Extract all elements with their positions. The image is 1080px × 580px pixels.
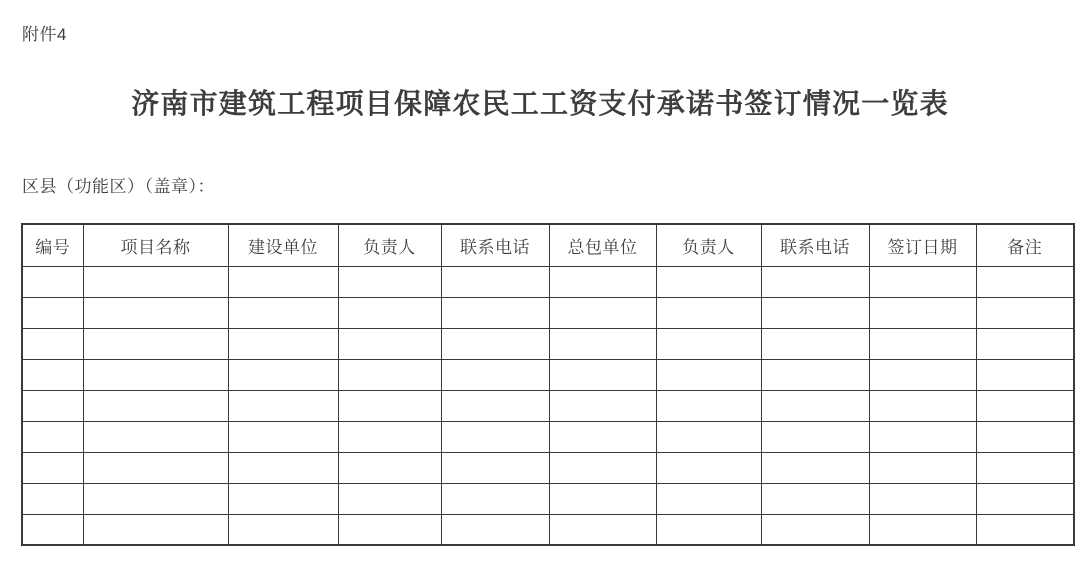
- table-cell: [549, 297, 656, 328]
- table-cell: [83, 483, 228, 514]
- table-cell: [976, 359, 1074, 390]
- table-cell: [22, 266, 83, 297]
- table-cell: [869, 514, 976, 545]
- table-cell: [83, 359, 228, 390]
- table-cell: [976, 328, 1074, 359]
- table-cell: [441, 421, 549, 452]
- table-cell: [869, 328, 976, 359]
- table-cell: [656, 421, 761, 452]
- table-cell: [656, 266, 761, 297]
- table-cell: [656, 328, 761, 359]
- table-head: [22, 224, 1074, 266]
- table-cell: [22, 390, 83, 421]
- table-header-cell: 总包单位: [549, 224, 656, 266]
- table-cell: [22, 297, 83, 328]
- table-cell: [441, 297, 549, 328]
- table-cell: [976, 483, 1074, 514]
- table-cell: [656, 514, 761, 545]
- table-cell: [761, 328, 869, 359]
- table-cell: [338, 483, 441, 514]
- table-cell: [976, 514, 1074, 545]
- table-cell: [869, 390, 976, 421]
- table-cell: [338, 452, 441, 483]
- table-header-cell: 编号: [22, 224, 83, 266]
- table-cell: [869, 297, 976, 328]
- table-cell: [228, 266, 338, 297]
- table-cell: [549, 359, 656, 390]
- table-header-cell: 建设单位: [228, 224, 338, 266]
- table-header-cell: 联系电话: [761, 224, 869, 266]
- table-cell: [549, 390, 656, 421]
- table-cell: [228, 483, 338, 514]
- table-cell: [22, 359, 83, 390]
- table-cell: [22, 514, 83, 545]
- table-cell: [83, 514, 228, 545]
- table-cell: [976, 452, 1074, 483]
- table-cell: [338, 266, 441, 297]
- table-cell: [761, 266, 869, 297]
- table-row: [22, 390, 1074, 421]
- table-header-cell: 项目名称: [83, 224, 228, 266]
- table-header-cell: 联系电话: [441, 224, 549, 266]
- table-cell: [976, 297, 1074, 328]
- table-cell: [441, 452, 549, 483]
- table-header-row: [22, 224, 1074, 266]
- table-cell: [441, 359, 549, 390]
- table-cell: [22, 452, 83, 483]
- table-body: [22, 266, 1074, 545]
- table-cell: [228, 452, 338, 483]
- table-row: [22, 421, 1074, 452]
- table-cell: [83, 390, 228, 421]
- table-row: [22, 483, 1074, 514]
- table-cell: [976, 266, 1074, 297]
- table-cell: [338, 328, 441, 359]
- table-cell: [338, 359, 441, 390]
- table-cell: [549, 483, 656, 514]
- table-cell: [228, 297, 338, 328]
- table-cell: [761, 390, 869, 421]
- table-cell: [761, 452, 869, 483]
- table-cell: [228, 421, 338, 452]
- table-header-cell: 备注: [976, 224, 1074, 266]
- table-cell: [976, 421, 1074, 452]
- table-cell: [761, 359, 869, 390]
- table-cell: [869, 266, 976, 297]
- table-cell: [228, 328, 338, 359]
- table-cell: [656, 359, 761, 390]
- table-cell: [869, 452, 976, 483]
- table-cell: [869, 421, 976, 452]
- table-cell: [22, 483, 83, 514]
- table-cell: [228, 390, 338, 421]
- table-cell: [761, 421, 869, 452]
- table-cell: [228, 359, 338, 390]
- table-cell: [656, 483, 761, 514]
- table-cell: [656, 297, 761, 328]
- attachment-label: 附件4: [22, 25, 67, 44]
- table-row: [22, 359, 1074, 390]
- table-cell: [441, 483, 549, 514]
- table-cell: [869, 359, 976, 390]
- table-cell: [228, 514, 338, 545]
- table-row: [22, 297, 1074, 328]
- table-cell: [83, 266, 228, 297]
- table-cell: [549, 266, 656, 297]
- table-cell: [83, 297, 228, 328]
- table-cell: [869, 483, 976, 514]
- table-header-cell: 负责人: [656, 224, 761, 266]
- table-cell: [83, 452, 228, 483]
- page-title: 济南市建筑工程项目保障农民工工资支付承诺书签订情况一览表: [131, 88, 949, 119]
- table-cell: [549, 514, 656, 545]
- table-row: [22, 328, 1074, 359]
- table-cell: [83, 328, 228, 359]
- commitment-signing-table: [21, 223, 1075, 546]
- table-cell: [441, 266, 549, 297]
- table-cell: [441, 328, 549, 359]
- table-header-cell: 签订日期: [869, 224, 976, 266]
- table-cell: [338, 297, 441, 328]
- table-cell: [656, 390, 761, 421]
- table-cell: [761, 514, 869, 545]
- table-cell: [441, 390, 549, 421]
- table-row: [22, 266, 1074, 297]
- table-cell: [83, 421, 228, 452]
- table-header-cell: 负责人: [338, 224, 441, 266]
- table-cell: [338, 421, 441, 452]
- table-cell: [338, 514, 441, 545]
- table-cell: [441, 514, 549, 545]
- table-cell: [761, 297, 869, 328]
- table-row: [22, 514, 1074, 545]
- district-seal-label: 区县（功能区）（盖章）：: [22, 177, 215, 196]
- table-cell: [761, 483, 869, 514]
- table-row: [22, 452, 1074, 483]
- table-cell: [22, 328, 83, 359]
- table-cell: [656, 452, 761, 483]
- table-cell: [976, 390, 1074, 421]
- table-cell: [338, 390, 441, 421]
- table-cell: [549, 452, 656, 483]
- table-cell: [549, 328, 656, 359]
- table-cell: [22, 421, 83, 452]
- table-cell: [549, 421, 656, 452]
